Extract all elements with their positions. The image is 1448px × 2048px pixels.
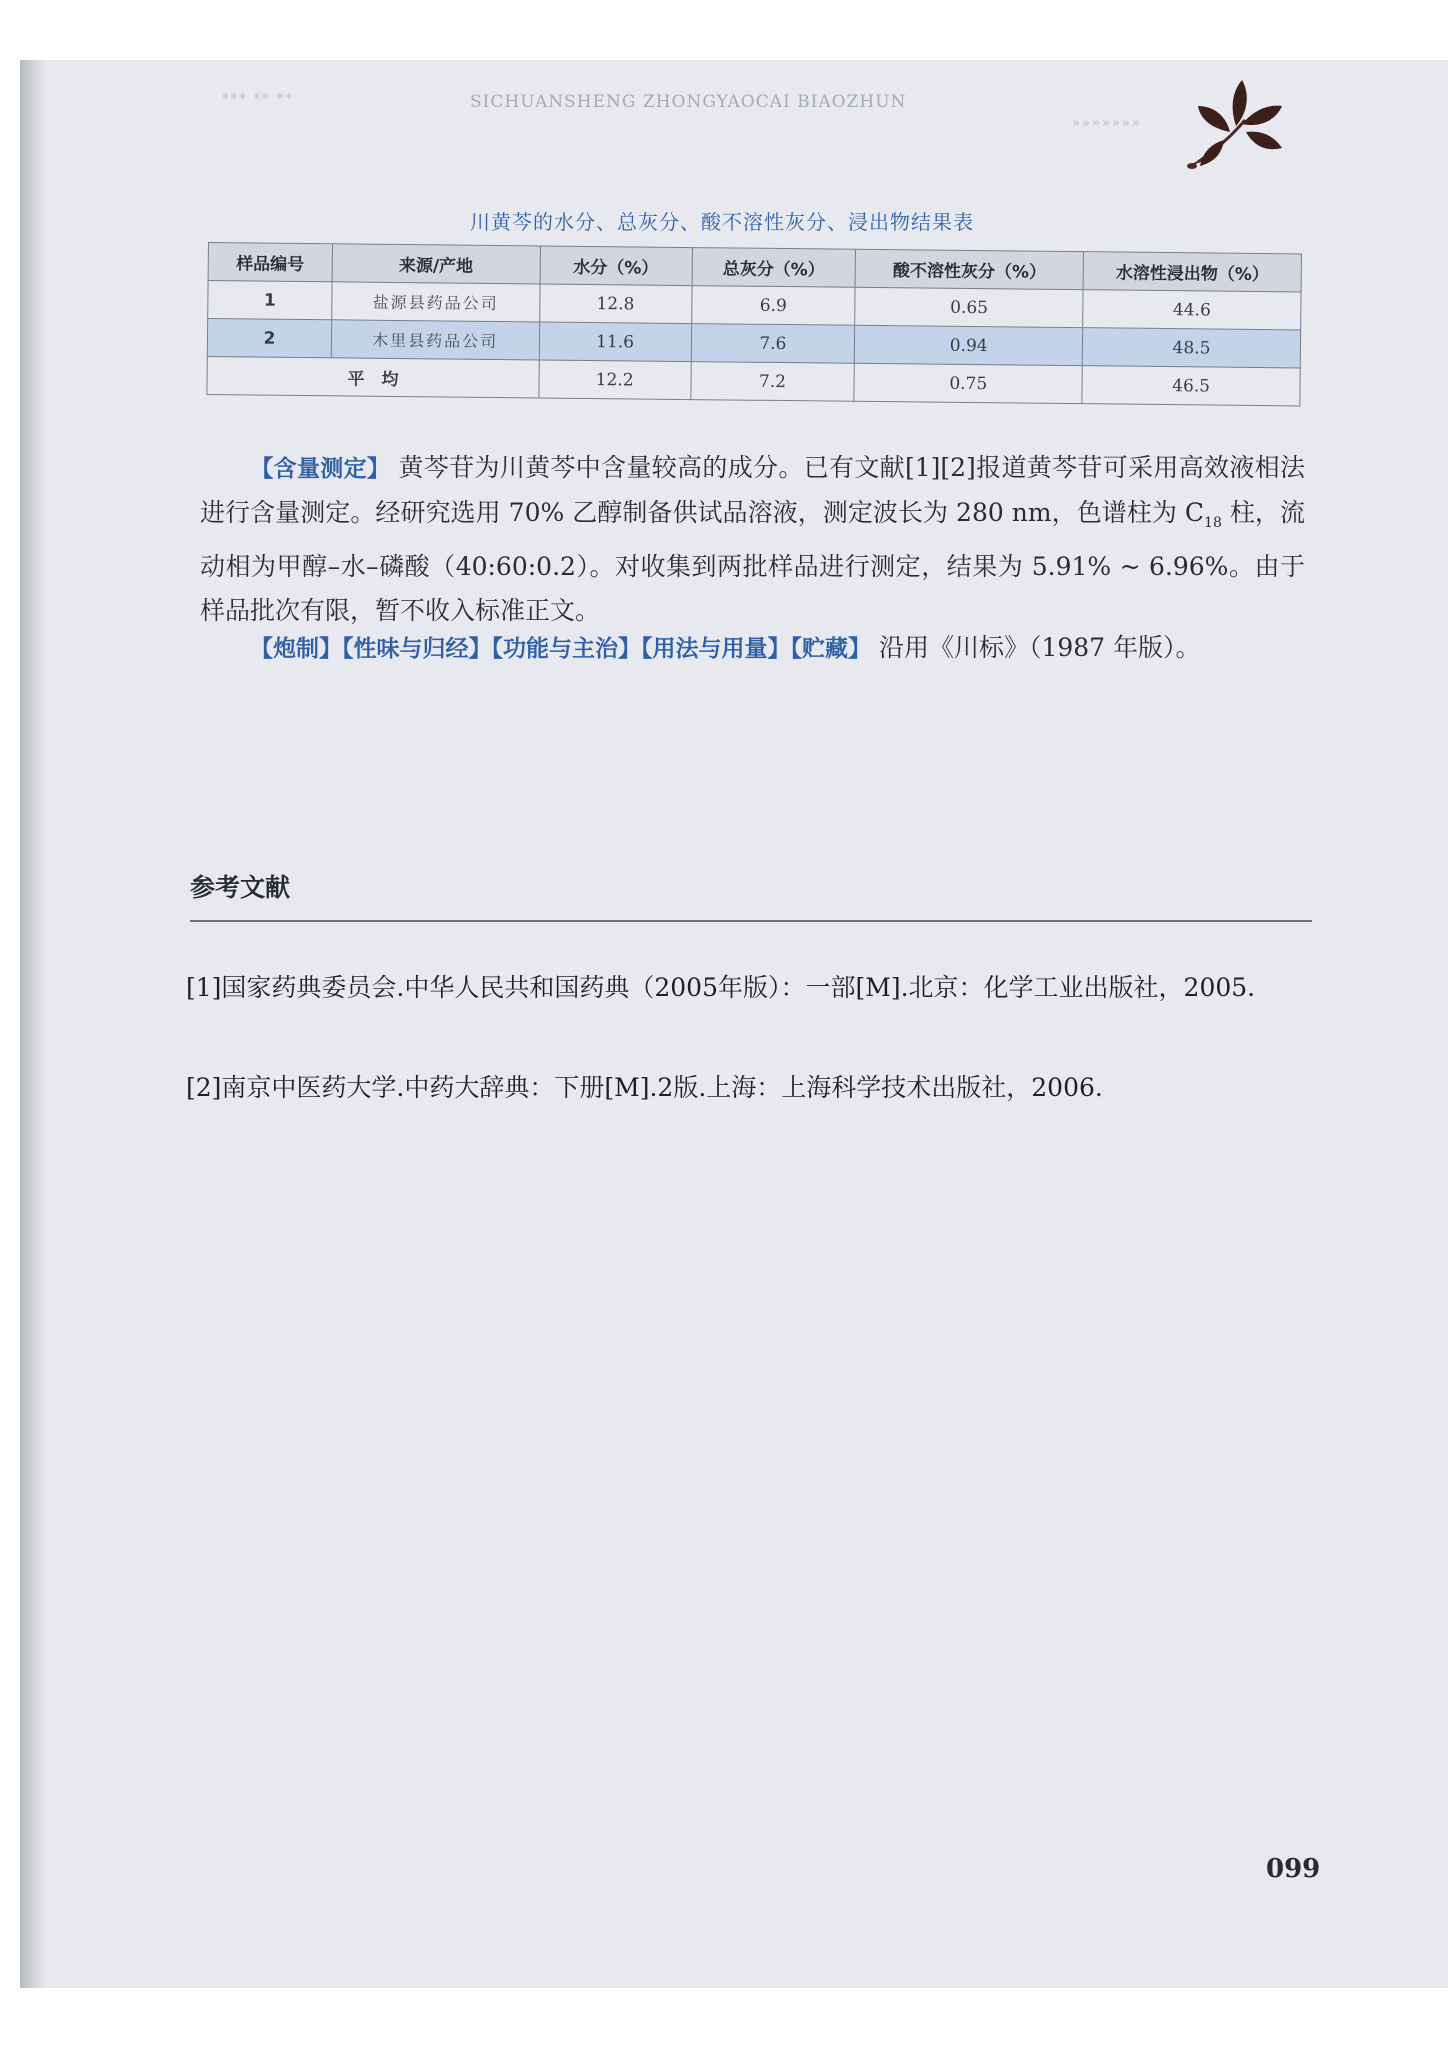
storage-label: 【贮藏】 [790, 636, 871, 662]
header-ornament-left: *** ** ** [222, 92, 294, 107]
function-indication-label: 【功能与主治】 [491, 636, 641, 662]
header-acid-insoluble-ash: 酸不溶性灰分（%） [855, 249, 1083, 289]
cell-moisture: 12.8 [539, 284, 691, 324]
cell-total-ash: 6.9 [691, 286, 855, 326]
reference-item [186, 1066, 1311, 1110]
cell-acid-insoluble-ash: 0.65 [855, 287, 1083, 327]
cell-moisture: 11.6 [539, 322, 691, 362]
processing-label: 【炮制】 [250, 636, 342, 662]
references-heading: 参考文献 [190, 873, 291, 902]
references-divider [190, 920, 1312, 922]
page-number: 099 [1266, 1854, 1321, 1884]
reference-item [186, 966, 1311, 1010]
header-total-ash: 总灰分（%） [692, 248, 856, 288]
cell-water-extract: 44.6 [1083, 290, 1301, 330]
header-water-extract: 水溶性浸出物（%） [1083, 252, 1301, 292]
cell-water-extract: 46.5 [1082, 366, 1300, 406]
nature-meridian-label: 【性味与归经】 [342, 636, 492, 662]
cell-sample-id: 1 [208, 281, 332, 320]
content-assay-text-1: 黄芩苷为川黄芩中含量较高的成分。已有文献[1][2]报道黄芩苷可采用高效液相法进行含量测定。经研究选用 70% 乙醇制备供试品溶液，测定波长为 280 nm，色谱柱为 C [200, 453, 1306, 527]
other-sections-text: 沿用《川标》（1987 年版）。 [878, 633, 1201, 662]
cell-source: 木里县药品公司 [331, 320, 539, 360]
content-assay-paragraph [200, 446, 1305, 633]
cell-total-ash: 7.6 [691, 324, 855, 364]
column-subscript: 18 [1204, 515, 1222, 531]
cell-water-extract: 48.5 [1082, 328, 1300, 368]
content-assay-text-2: 柱，流动相为甲醇–水–磷酸（40:60:0.2）。对收集到两批样品进行测定，结果为 5.91% ~ 6.96%。由于样品批次有限，暂不收入标准正文。 [200, 498, 1305, 625]
usage-dosage-label: 【用法与用量】 [641, 636, 791, 662]
reference-item-1-text: [1]国家药典委员会.中华人民共和国药典（2005年版）：一部[M].北京：化学工业出版社，2005. [186, 973, 1256, 1002]
other-sections-paragraph [200, 626, 1305, 671]
running-title: SICHUANSHENG ZHONGYAOCAI BIAOZHUN [470, 92, 907, 112]
header-source: 来源/产地 [332, 244, 540, 284]
header-ornament-right: »»»»»»» [1072, 116, 1142, 131]
leaf-sprig-icon [1170, 70, 1290, 180]
page-gutter-shadow [20, 60, 46, 1988]
cell-sample-id: 2 [207, 319, 331, 358]
cell-source: 盐源县药品公司 [332, 282, 540, 322]
cell-moisture: 12.2 [539, 360, 691, 400]
cell-acid-insoluble-ash: 0.94 [855, 325, 1083, 365]
cell-total-ash: 7.2 [690, 362, 854, 402]
header-sample-id: 样品编号 [208, 243, 332, 282]
cell-acid-insoluble-ash: 0.75 [854, 363, 1082, 403]
content-assay-label: 【含量测定】 [250, 456, 391, 482]
cell-average-label: 平 均 [207, 356, 539, 397]
results-table [206, 242, 1302, 406]
reference-item-2-text: [2]南京中医药大学.中药大辞典：下册[M].2版.上海：上海科学技术出版社，2006. [186, 1073, 1103, 1102]
table-caption: 川黄芩的水分、总灰分、酸不溶性灰分、浸出物结果表 [470, 210, 974, 234]
header-moisture: 水分（%） [540, 246, 692, 286]
